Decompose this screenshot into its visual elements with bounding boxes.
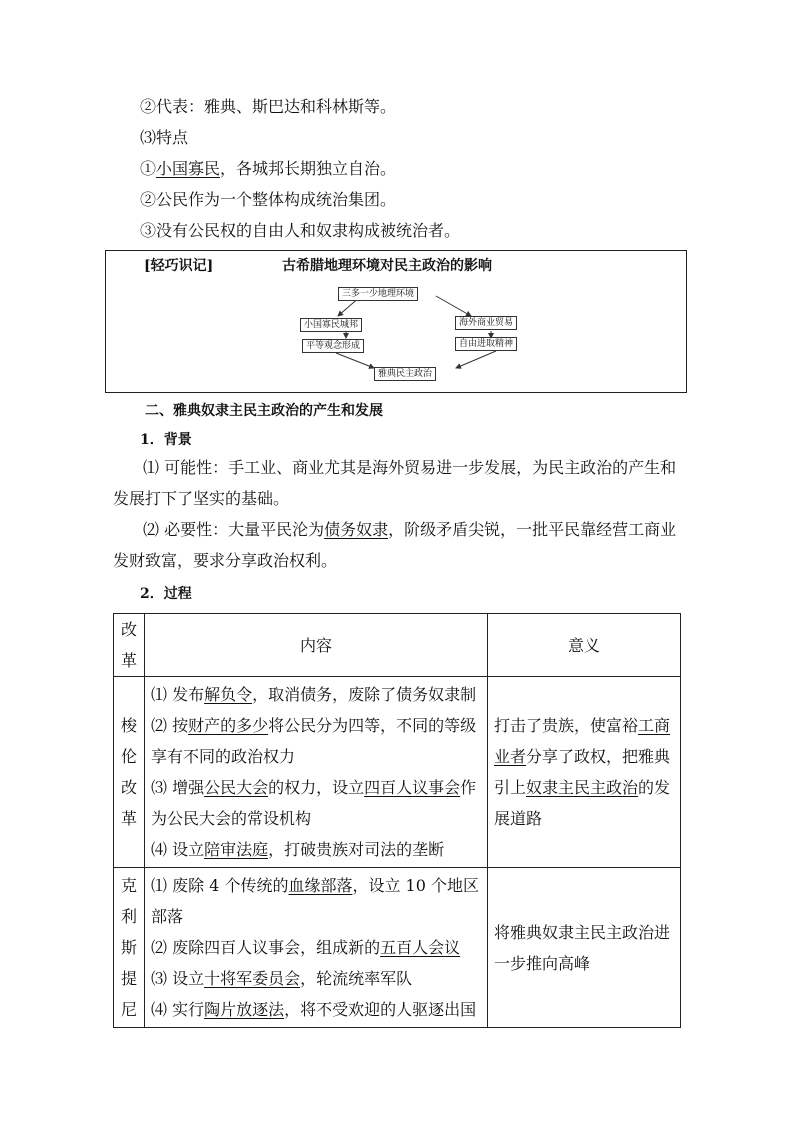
necessity-suffix: ，阶级矛盾尖锐，一批平民靠经营工商业发财致富，要求分享政治权利。 [113,520,677,570]
tip-tag: [轻巧识记] [144,258,214,274]
header-significance: 意义 [488,614,681,677]
feature-1 [140,158,396,180]
memory-tip-box [105,250,687,393]
necessity-paragraph [113,514,688,576]
arrow-left-bottom [336,353,374,368]
reform-name-cleisthenes: 克 利 斯 提 尼 [114,868,145,1028]
solon-item-1: ⑴ 发布解负令，取消债务，废除了债务奴隶制 [151,685,477,704]
node-overseas-trade: 海外商业贸易 [455,316,517,330]
cleisthenes-content [145,868,488,1028]
feature-1-suffix: ，各城邦长期独立自治。 [220,159,397,178]
possibility-paragraph: ⑴ 可能性：手工业、商业尤其是海外贸易进一步发展，为民主政治的产生和发展打下了坚实的基础。 [113,458,677,508]
solon-content [145,677,488,868]
tip-title: 古希腊地理环境对民主政治的影响 [282,258,492,274]
debt-slaves: 债务奴隶 [324,520,389,539]
necessity-prefix: ⑵ 必要性：大量平民沦为 [143,520,325,539]
feature-3: ③没有公民权的自由人和奴隶构成被统治者。 [140,221,461,240]
solon-significance: 打击了贵族，使富裕工商业者分享了政权，把雅典引上奴隶主民主政治的发展道路 [488,677,681,868]
cleisthenes-item-3: ⑶ 设立十将军委员会，轮流统率军队 [151,969,413,988]
representatives-line: ②代表：雅典、斯巴达和科林斯等。 [140,97,397,116]
arrow-right-bottom [456,351,496,368]
feature-1-key: 小国寡民 [156,159,221,178]
solon-item-3: ⑶ 增强公民大会的权力，设立四百人议事会作为公民大会的常设机构 [151,778,477,828]
header-content: 内容 [145,614,488,677]
feature-2: ②公民作为一个整体构成统治集团。 [140,190,397,209]
header-reform: 改 革 [114,614,145,677]
features-heading: ⑶特点 [140,128,189,147]
node-small-city-states: 小国寡民城邦 [300,318,362,332]
cleisthenes-item-1: ⑴ 废除 4 个传统的血缘部落，设立 10 个地区部落 [151,876,480,926]
cleisthenes-significance: 将雅典奴隶主民主政治进一步推向高峰 [488,868,681,1028]
node-enterprising-spirit: 自由进取精神 [455,337,517,351]
reform-table [113,613,681,1028]
solon-item-2: ⑵ 按财产的多少将公民分为四等，不同的等级享有不同的政治权力 [151,716,477,766]
feature-1-prefix: ① [140,159,157,178]
arrow-top-right [436,296,471,316]
cleisthenes-item-4: ⑷ 实行陶片放逐法，将不受欢迎的人驱逐出国 [151,1000,477,1019]
node-geography: 三多一少地理环境 [338,287,418,301]
section-heading: 二、雅典奴隶主民主政治的产生和发展 [145,403,383,419]
table-row-solon [114,677,681,868]
reform-name-solon: 梭 伦 改 革 [114,677,145,868]
solon-item-4: ⑷ 设立陪审法庭，打破贵族对司法的垄断 [151,840,445,859]
table-row-cleisthenes [114,868,681,1028]
cleisthenes-item-2: ⑵ 废除四百人议事会，组成新的五百人会议 [151,938,461,957]
background-heading: 1．背景 [140,432,192,448]
table-header-row [114,614,681,677]
process-heading: 2．过程 [140,586,192,602]
node-athenian-democracy: 雅典民主政治 [374,367,436,381]
node-equality: 平等观念形成 [302,339,364,353]
